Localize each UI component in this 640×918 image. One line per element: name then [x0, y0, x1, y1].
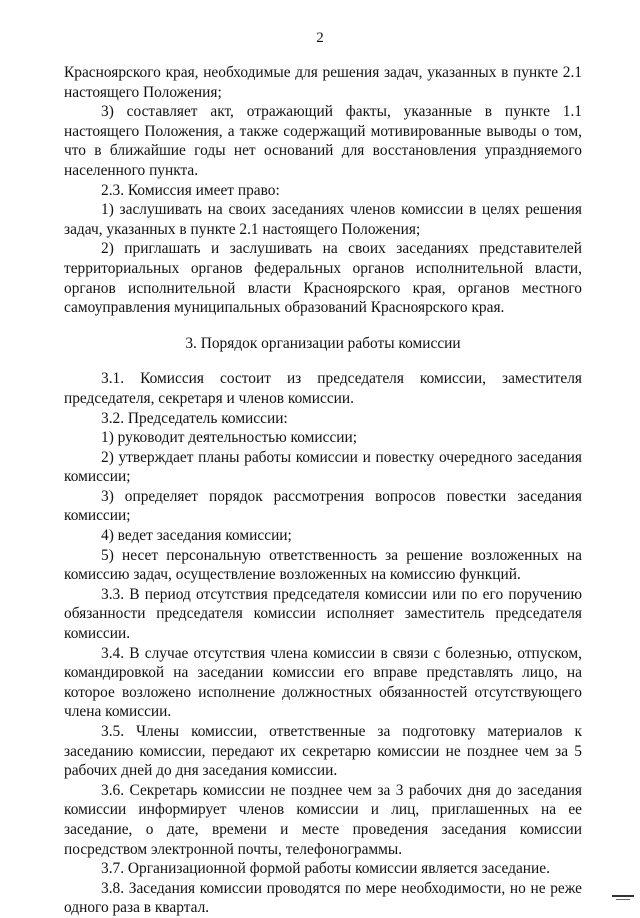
paragraph: 3.7. Организационной формой работы комиссии является заседание. — [101, 860, 550, 878]
paragraph: 1) руководит деятельностью комиссии; — [101, 429, 358, 447]
paragraph: 3) составляет акт, отражающий факты, указанные в пункте 1.1 настоящего Положения, а также содержащий мотивированные выводы о том, что в ближайшие годы нет оснований для восстановления упраздняемого населенного пункта. — [64, 103, 582, 179]
section-heading: 3. Порядок организации работы комиссии — [185, 334, 461, 352]
paragraph: 3.2. Председатель комиссии: — [101, 409, 288, 427]
paragraph: 4) ведет заседания комиссии; — [101, 527, 292, 545]
paragraph: 3.1. Комиссия состоит из председателя комиссии, заместителя председателя, секретаря и членов комиссии. — [64, 370, 582, 407]
paragraph: 3.8. Заседания комиссии проводятся по мере необходимости, но не реже одного раза в квартал. — [64, 879, 582, 917]
paragraph: 1) заслушивать на своих заседаниях членов комиссии в целях решения задач, указанных в пункте 2.1 настоящего Положения; — [64, 201, 582, 238]
paragraph: 3.3. В период отсутствия председателя комиссии или по его поручению обязанности председателя комиссии исполняет заместитель председателя комиссии. — [64, 585, 582, 643]
page-number: 2 — [316, 30, 324, 46]
scan-mark — [612, 895, 634, 897]
paragraph: 5) несет персональную ответственность за решение возложенных на комиссию задач, осуществление возложенных на комиссию функций. — [64, 546, 582, 584]
paragraph: 3.5. Члены комиссии, ответственные за подготовку материалов к заседанию комиссии, передают их секретарю комиссии не позднее чем за 5 рабочих дней до дня заседания комиссии. — [64, 723, 582, 780]
paragraph: 2) приглашать и заслушивать на своих заседаниях представителей территориальных органов федеральных органов исполнительной власти, органов исполнительной власти Красноярского края, органов местного самоуправления муниципальных образований Красноярского края. — [64, 240, 582, 317]
document-body — [64, 63, 582, 918]
paragraph: 2.3. Комиссия имеет право: — [101, 181, 280, 199]
paragraph: 2) утверждает планы работы комиссии и повестку очередного заседания комиссии; — [64, 448, 582, 486]
paragraph: Красноярского края, необходимые для решения задач, указанных в пункте 2.1 настоящего Положения; — [64, 64, 582, 101]
paragraph: 3) определяет порядок рассмотрения вопросов повестки заседания комиссии; — [64, 487, 582, 525]
paragraph: 3.4. В случае отсутствия члена комиссии в связи с болезнью, отпуском, командировкой на заседании комиссии его вправе представлять лицо, на которое возложено исполнение должностных обязанностей отсутствующего члена комиссии. — [64, 644, 582, 721]
paragraph: 3.6. Секретарь комиссии не позднее чем за 3 рабочих дня до заседания комиссии информирует членов комиссии и лиц, приглашенных на ее заседание, о дате, времени и месте проведения заседания комиссии посредством электронной почты, телефонограммы. — [64, 781, 582, 858]
